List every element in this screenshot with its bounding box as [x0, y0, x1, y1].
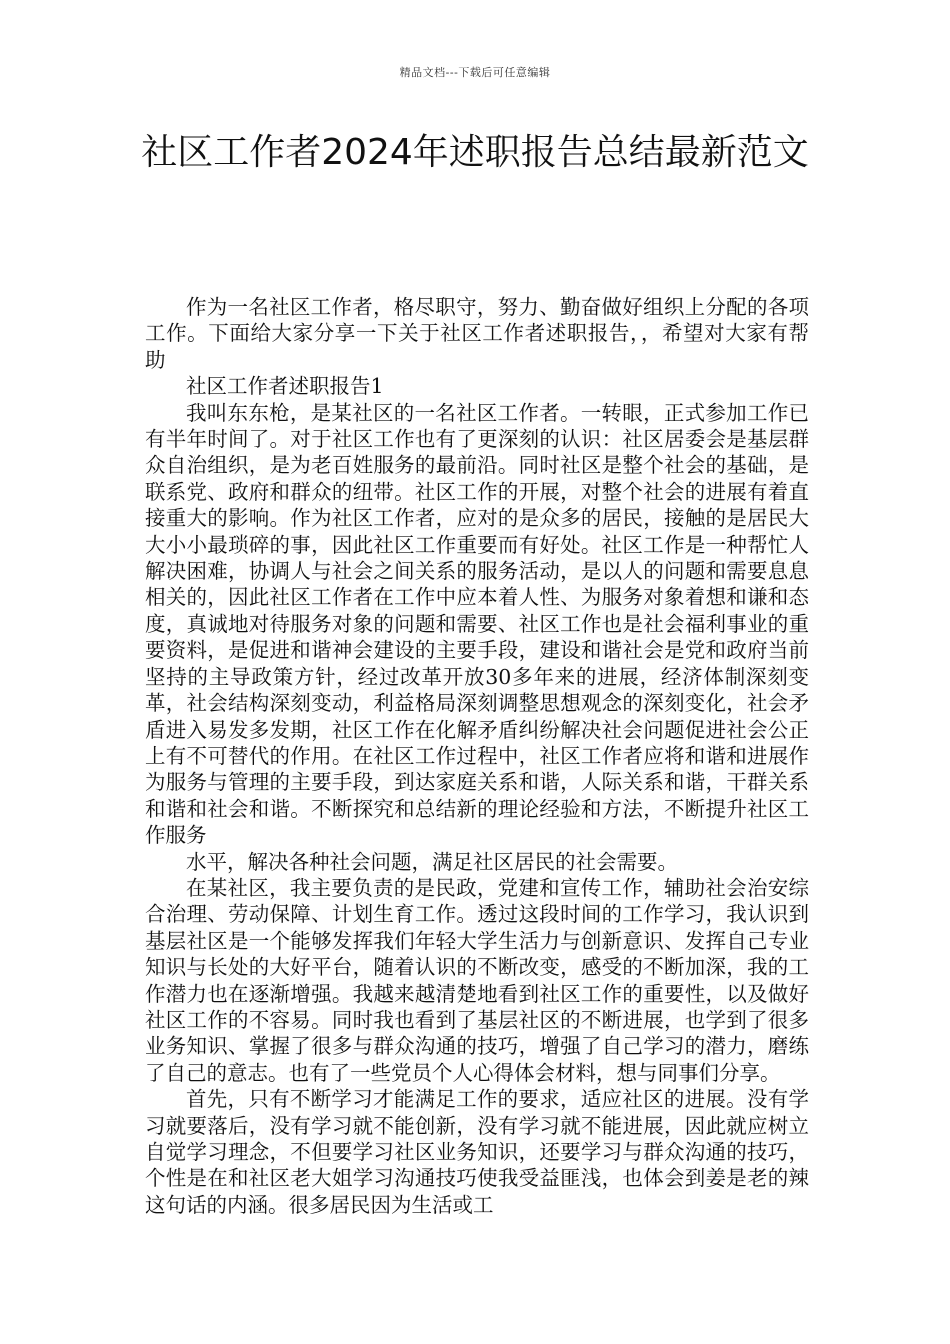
document-title: 社区工作者2024年述职报告总结最新范文 — [141, 132, 809, 173]
paragraph: 水平，解决各种社会问题，满足社区居民的社会需要。 — [186, 849, 678, 874]
paragraph: 在某社区，我主要负责的是民政，党建和宣传工作，辅助社会治安综合治理、劳动保障、计划生育工作。透过这段时间的工作学习，我认识到基层社区是一个能够发挥我们年轻大学生活力与创新意识、发挥自己专业知识与长处的大好平台，随着认识的不断改变，感受的不断加深，我的工作潜力也在逐渐增强。我越来越清楚地看到社区工作的重要性，以及做好社区工作的不容易。同时我也看到了基层社区的不断进展，也学到了很多业务知识、掌握了很多与群众沟通的技巧，增强了自己学习的潜力，磨练了自己的意志。也有了一些党员个人心得体会材料，想与同事们分享。 — [145, 875, 809, 1085]
paragraph: 我叫东东枪，是某社区的一名社区工作者。一转眼，正式参加工作已有半年时间了。对于社区工作也有了更深刻的认识：社区居委会是基层群众自治组织，是为老百姓服务的最前沿。同时社区是整个社会的基础，是联系党、政府和群众的纽带。社区工作的开展，对整个社会的进展有着直接重大的影响。作为社区工作者，应对的是众多的居民，接触的是居民大大小小最琐碎的事，因此社区工作重要而有好处。社区工作是一种帮忙人解决困难，协调人与社会之间关系的服务活动，是以人的问题和需要息息相关的，因此社区工作者在工作中应本着人性、为服务对象着想和谦和态度，真诚地对待服务对象的问题和需要、社区工作也是社会福利事业的重要资料，是促进和谐神会建设的主要手段，建设和谐社会是党和政府当前坚持的主导政策方针，经过改革开放30多年来的进展，经济体制深刻变革，社会结构深刻变动，利益格局深刻调整思想观念的深刻变化，社会矛盾进入易发多发期，社区工作在化解矛盾纠纷解决社会问题促进社会公正上有不可替代的作用。在社区工作过程中，社区工作者应将和谐和进展作为服务与管理的主要手段，到达家庭关系和谐，人际关系和谐，干群关系和谐和社会和谐。不断探究和总结新的理论经验和方法，不断提升社区工作服务 — [145, 400, 809, 848]
header-note: 精品文档---下载后可任意编辑 — [399, 66, 551, 79]
paragraph-intro: 作为一名社区工作者，格尽职守，努力、勤奋做好组织上分配的各项工作。下面给大家分享一下关于社区工作者述职报告，，希望对大家有帮助 — [145, 295, 809, 372]
section-heading: 社区工作者述职报告1 — [186, 374, 384, 399]
document-body — [145, 294, 809, 1218]
paragraph: 首先，只有不断学习才能满足工作的要求，适应社区的进展。没有学习就要落后，没有学习就不能创新，没有学习就不能进展，因此就应树立自觉学习理念，不但要学习社区业务知识，还要学习与群众沟通的技巧，个性是在和社区老大姐学习沟通技巧使我受益匪浅，也体会到姜是老的辣这句话的内涵。很多居民因为生活或工 — [145, 1087, 809, 1217]
